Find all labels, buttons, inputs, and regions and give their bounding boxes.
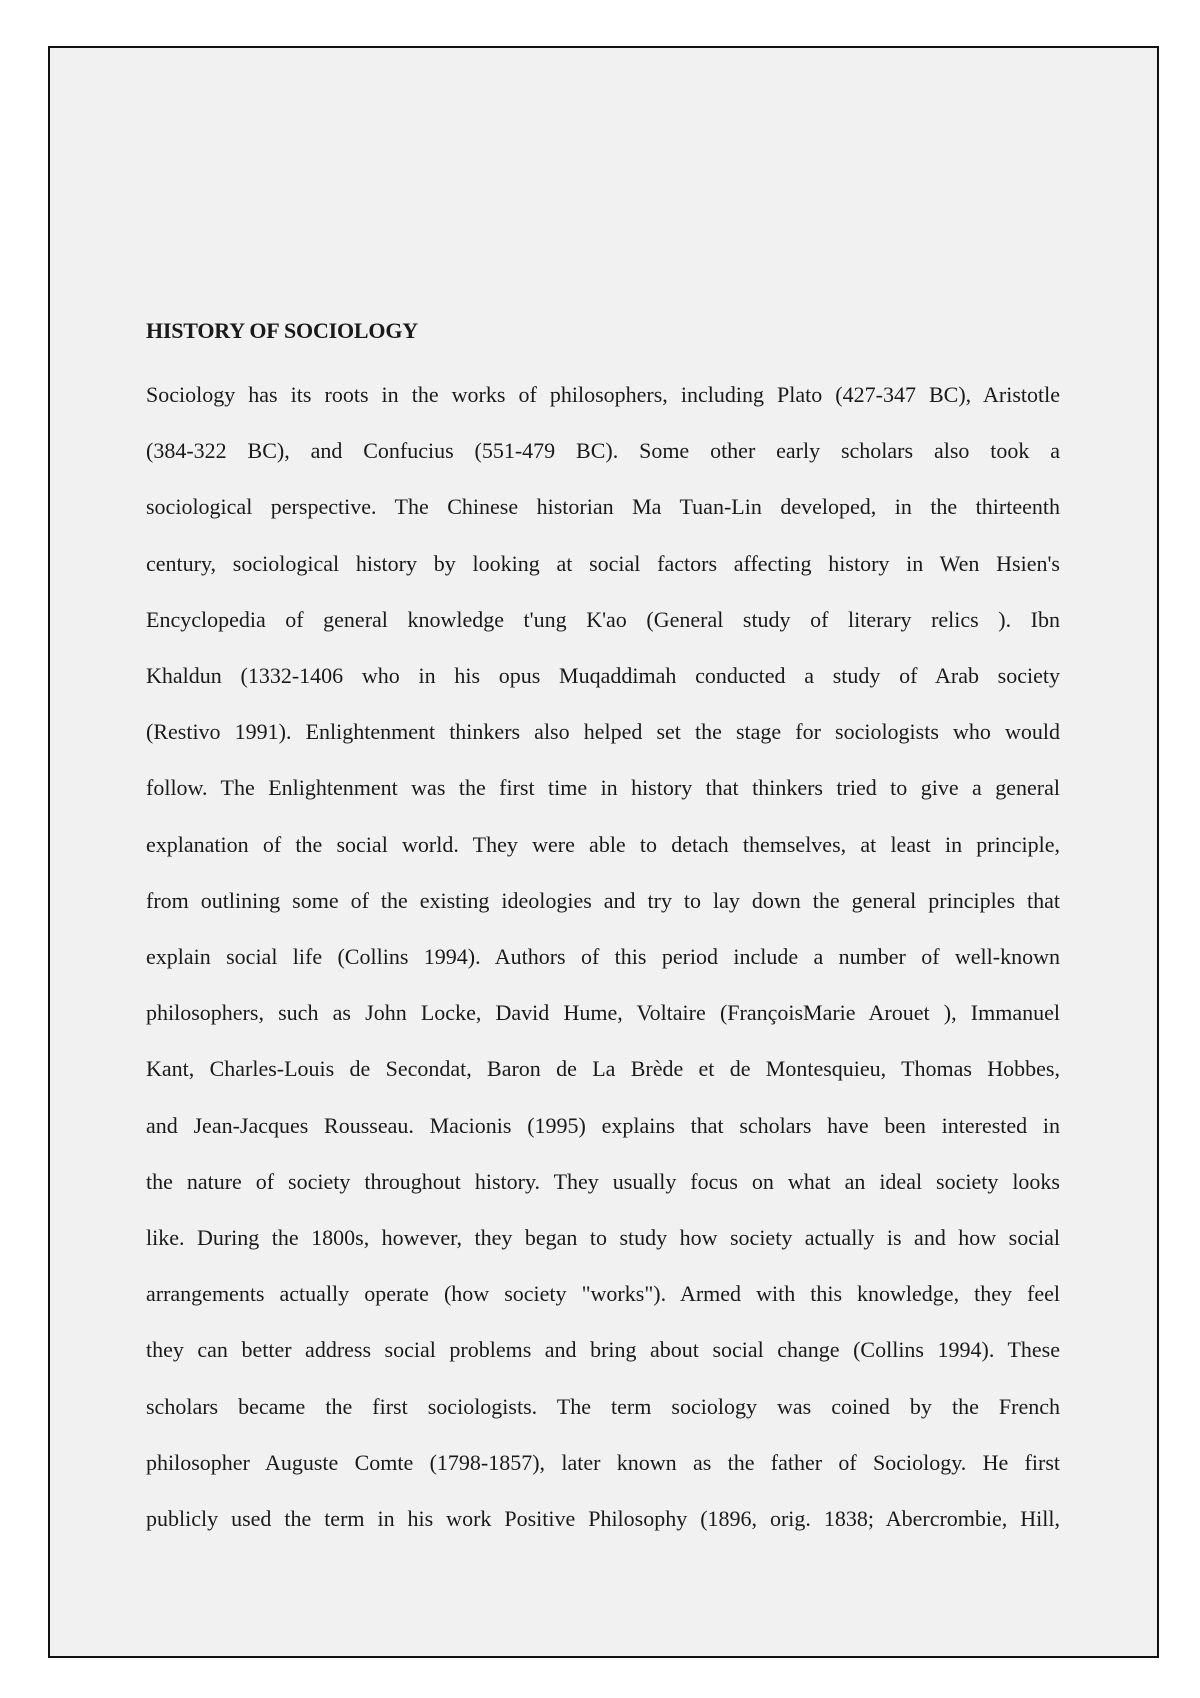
paragraph-line: (384-322 BC), and Confucius (551-479 BC). Some other early scholars also took a — [146, 438, 1060, 464]
document-heading: HISTORY OF SOCIOLOGY — [146, 318, 418, 343]
paragraph-line: philosophers, such as John Locke, David Hume, Voltaire (FrançoisMarie Arouet ), Immanuel — [146, 1000, 1060, 1026]
paragraph-line: Khaldun (1332-1406 who in his opus Muqaddimah conducted a study of Arab society — [146, 663, 1060, 689]
paragraph-line: the nature of society throughout history. They usually focus on what an ideal society looks — [146, 1168, 1060, 1194]
document-content — [146, 316, 1060, 1547]
paragraph-line: sociological perspective. The Chinese historian Ma Tuan-Lin developed, in the thirteenth — [146, 494, 1060, 520]
paragraph-line: explain social life (Collins 1994). Authors of this period include a number of well-known — [146, 944, 1060, 970]
paragraph-line: philosopher Auguste Comte (1798-1857), later known as the father of Sociology. He first — [146, 1449, 1060, 1475]
body-paragraph — [146, 367, 1060, 1547]
paragraph-line: they can better address social problems and bring about social change (Collins 1994). These — [146, 1337, 1060, 1363]
paragraph-line: and Jean-Jacques Rousseau. Macionis (1995) explains that scholars have been interested in — [146, 1112, 1060, 1138]
paragraph-line: publicly used the term in his work Positive Philosophy (1896, orig. 1838; Abercrombie, Hill, — [146, 1506, 1060, 1532]
paragraph-line: Kant, Charles-Louis de Secondat, Baron de La Brède et de Montesquieu, Thomas Hobbes, — [146, 1056, 1060, 1082]
paragraph-line: from outlining some of the existing ideologies and try to lay down the general principles that — [146, 887, 1060, 913]
paragraph-line: Sociology has its roots in the works of philosophers, including Plato (427-347 BC), Aristotle — [146, 382, 1060, 407]
paragraph-line: explanation of the social world. They were able to detach themselves, at least in principle, — [146, 831, 1060, 857]
paragraph-line: follow. The Enlightenment was the first time in history that thinkers tried to give a general — [146, 775, 1060, 801]
paragraph-line: century, sociological history by looking at social factors affecting history in Wen Hsien's — [146, 550, 1060, 576]
paragraph-line: Encyclopedia of general knowledge t'ung K'ao (General study of literary relics ). Ibn — [146, 606, 1060, 632]
paragraph-line: scholars became the first sociologists. The term sociology was coined by the French — [146, 1393, 1060, 1419]
paragraph-line: (Restivo 1991). Enlightenment thinkers also helped set the stage for sociologists who would — [146, 719, 1060, 745]
paragraph-line: arrangements actually operate (how society "works"). Armed with this knowledge, they feel — [146, 1281, 1060, 1307]
document-page — [48, 46, 1159, 1658]
paragraph-line: like. During the 1800s, however, they began to study how society actually is and how social — [146, 1225, 1060, 1251]
